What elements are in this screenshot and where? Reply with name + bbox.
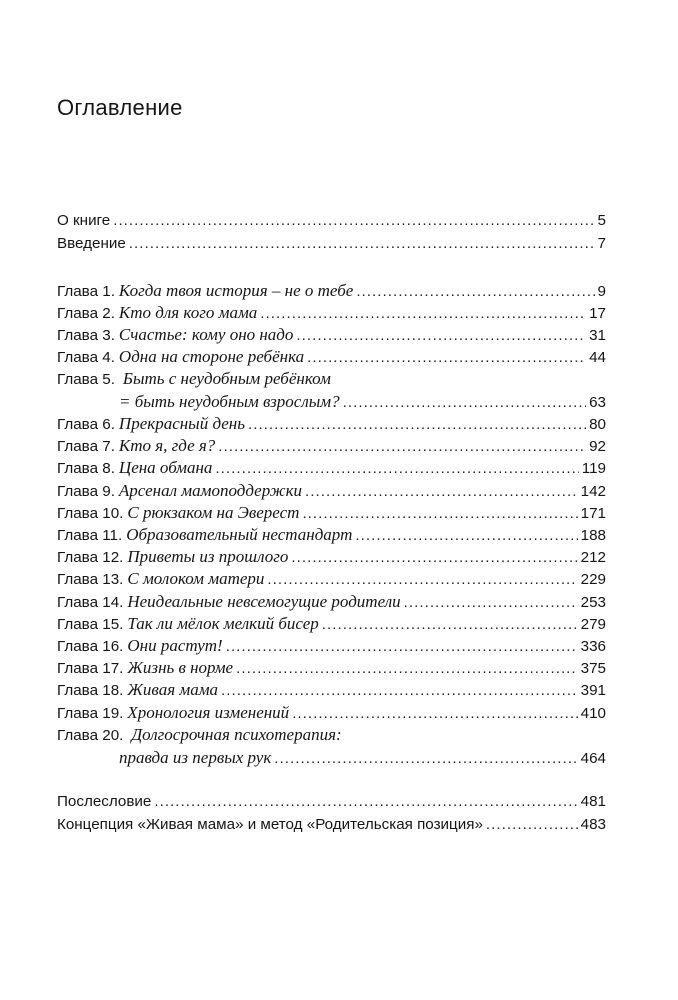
chapter-prefix: Глава 13. xyxy=(57,571,124,588)
toc-entry-chapter-12[interactable] xyxy=(57,547,606,569)
toc-entry-chapter-5-continued[interactable] xyxy=(57,392,606,414)
chapter-title: Прекрасный день xyxy=(118,414,245,433)
page-number: 31 xyxy=(589,327,606,344)
page-number: 5 xyxy=(597,212,606,229)
leader-dots xyxy=(343,394,586,411)
toc-entry-intro[interactable] xyxy=(57,235,606,257)
page-number: 279 xyxy=(580,616,606,633)
chapter-title: Приветы из прошлого xyxy=(127,547,289,566)
entry-title: Концепция «Живая мама» и метод «Родительская позиция» xyxy=(57,816,483,833)
chapter-title-continued: правда из первых рук xyxy=(119,748,272,767)
chapter-prefix: Глава 1. xyxy=(57,283,115,300)
toc-entry-chapter-4[interactable] xyxy=(57,347,606,369)
chapter-prefix: Глава 10. xyxy=(57,505,124,522)
chapter-title: Долгосрочная психотерапия: xyxy=(131,725,342,744)
chapter-prefix: Глава 15. xyxy=(57,616,124,633)
leader-dots xyxy=(113,212,594,229)
chapter-prefix: Глава 2. xyxy=(57,305,115,322)
leader-dots xyxy=(226,638,578,655)
chapter-prefix: Глава 16. xyxy=(57,638,124,655)
chapter-prefix: Глава 7. xyxy=(57,438,115,455)
page-number: 44 xyxy=(589,349,606,366)
chapter-prefix: Глава 19. xyxy=(57,705,124,722)
toc-entry-chapter-10[interactable] xyxy=(57,503,606,525)
toc-entry-about[interactable] xyxy=(57,212,606,234)
page-number: 481 xyxy=(580,793,606,810)
entry-title: О книге xyxy=(57,212,111,229)
chapter-prefix: Глава 17. xyxy=(57,660,124,677)
page-number: 212 xyxy=(580,549,606,566)
leader-dots xyxy=(355,527,577,544)
page-number: 92 xyxy=(589,438,606,455)
leader-dots xyxy=(248,416,586,433)
leader-dots xyxy=(236,660,578,677)
toc-entry-chapter-6[interactable] xyxy=(57,414,606,436)
toc-entry-chapter-13[interactable] xyxy=(57,569,606,591)
toc-entry-chapter-17[interactable] xyxy=(57,658,606,680)
page-number: 375 xyxy=(580,660,606,677)
leader-dots xyxy=(221,682,578,699)
page-number: 410 xyxy=(580,705,606,722)
toc-entry-chapter-15[interactable] xyxy=(57,614,606,636)
leader-dots xyxy=(260,305,586,322)
toc-entry-chapter-5[interactable] xyxy=(57,369,606,391)
page-number: 7 xyxy=(597,235,606,252)
chapter-title-continued: = быть неудобным взрослым? xyxy=(119,392,340,411)
page-number: 464 xyxy=(580,750,606,767)
page-number: 483 xyxy=(580,816,606,833)
page-number: 119 xyxy=(581,460,606,477)
page-number: 336 xyxy=(580,638,606,655)
leader-dots xyxy=(296,327,586,344)
leader-dots xyxy=(307,349,586,366)
page-number: 253 xyxy=(580,594,606,611)
leader-dots xyxy=(356,283,594,300)
leader-dots xyxy=(154,793,577,810)
chapter-title: Живая мама xyxy=(127,680,219,699)
chapter-prefix: Глава 12. xyxy=(57,549,124,566)
page-number: 63 xyxy=(589,394,606,411)
page-number: 229 xyxy=(580,571,606,588)
toc-entry-concept[interactable] xyxy=(57,816,606,838)
leader-dots xyxy=(404,594,578,611)
toc-heading: Оглавление xyxy=(57,95,183,120)
chapter-prefix: Глава 14. xyxy=(57,594,124,611)
chapter-prefix: Глава 9. xyxy=(57,483,115,500)
chapter-title: Одна на стороне ребёнка xyxy=(118,347,305,366)
leader-dots xyxy=(274,750,577,767)
entry-title: Послесловие xyxy=(57,793,152,810)
toc-entry-chapter-16[interactable] xyxy=(57,636,606,658)
toc-entry-chapter-9[interactable] xyxy=(57,481,606,503)
toc-entry-chapter-7[interactable] xyxy=(57,436,606,458)
leader-dots xyxy=(322,616,578,633)
toc-entry-chapter-1[interactable] xyxy=(57,281,606,303)
page-number: 188 xyxy=(580,527,606,544)
chapter-prefix: Глава 5. xyxy=(57,371,115,388)
chapter-prefix: Глава 4. xyxy=(57,349,115,366)
page-number: 9 xyxy=(597,283,606,300)
chapter-prefix: Глава 8. xyxy=(57,460,115,477)
chapter-title: Жизнь в норме xyxy=(127,658,234,677)
chapter-title: С молоком матери xyxy=(127,569,265,588)
leader-dots xyxy=(267,571,577,588)
chapter-prefix: Глава 3. xyxy=(57,327,115,344)
page-number: 142 xyxy=(580,483,606,500)
toc-entry-chapter-20[interactable] xyxy=(57,725,606,747)
chapter-prefix: Глава 6. xyxy=(57,416,115,433)
chapter-title: Неидеальные невсемогущие родители xyxy=(127,592,401,611)
leader-dots xyxy=(305,483,578,500)
chapter-title: Арсенал мамоподдержки xyxy=(118,481,303,500)
leader-dots xyxy=(486,816,578,833)
toc-entry-chapter-14[interactable] xyxy=(57,592,606,614)
toc-entry-afterword[interactable] xyxy=(57,793,606,815)
leader-dots xyxy=(218,438,586,455)
chapter-prefix: Глава 11. xyxy=(57,527,123,544)
toc-entry-chapter-19[interactable] xyxy=(57,703,606,725)
toc-entry-chapter-18[interactable] xyxy=(57,680,606,702)
chapter-title: Цена обмана xyxy=(118,458,213,477)
leader-dots xyxy=(302,505,577,522)
leader-dots xyxy=(291,549,577,566)
chapter-title: Хронология изменений xyxy=(127,703,290,722)
chapter-title: Они растут! xyxy=(127,636,223,655)
chapter-title: Когда твоя история – не о тебе xyxy=(118,281,354,300)
leader-dots xyxy=(129,235,595,252)
chapter-title: Кто я, где я? xyxy=(118,436,216,455)
chapter-title: Образовательный нестандарт xyxy=(126,525,353,544)
chapter-title: Кто для кого мама xyxy=(118,303,258,322)
page-number: 17 xyxy=(589,305,606,322)
page-number: 171 xyxy=(580,505,606,522)
chapter-title: Счастье: кому оно надо xyxy=(118,325,294,344)
toc-entry-chapter-2[interactable] xyxy=(57,303,606,325)
page-number: 80 xyxy=(589,416,606,433)
chapter-prefix: Глава 20. xyxy=(57,727,124,744)
toc-entry-chapter-11[interactable] xyxy=(57,525,606,547)
page-number: 391 xyxy=(580,682,606,699)
toc-entry-chapter-3[interactable] xyxy=(57,325,606,347)
chapter-title: Быть с неудобным ребёнком xyxy=(122,369,331,388)
chapter-prefix: Глава 18. xyxy=(57,682,124,699)
leader-dots xyxy=(292,705,577,722)
leader-dots xyxy=(215,460,578,477)
toc-entry-chapter-8[interactable] xyxy=(57,458,606,480)
chapter-title: С рюкзаком на Эверест xyxy=(127,503,300,522)
chapter-title: Так ли мёлок мелкий бисер xyxy=(127,614,319,633)
entry-title: Введение xyxy=(57,235,126,252)
toc-entry-chapter-20-continued[interactable] xyxy=(57,748,606,770)
